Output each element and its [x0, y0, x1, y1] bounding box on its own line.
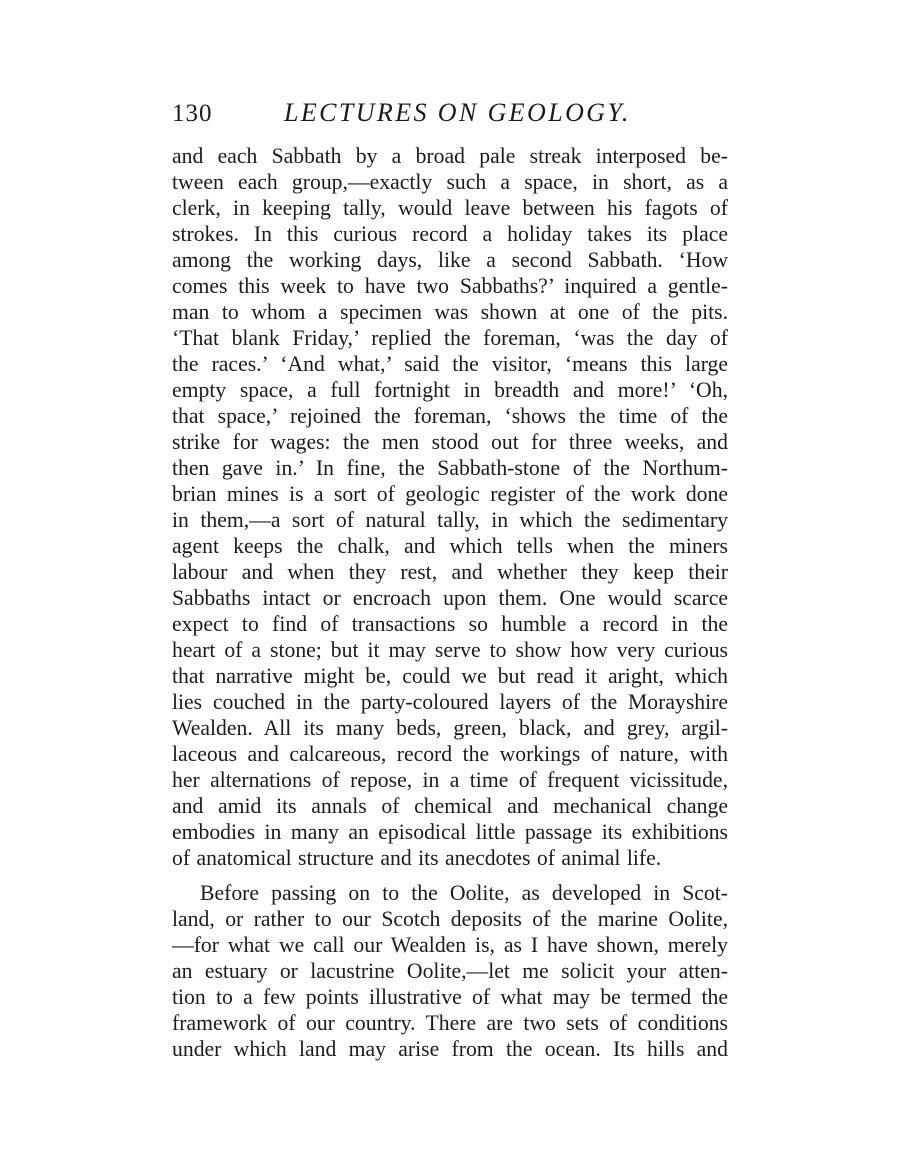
text-line: Sabbaths intact or encroach upon them. One would scarce: [172, 586, 728, 610]
text-line: tween each group,—exactly such a space, in short, as a: [172, 170, 728, 194]
text-line: ‘That blank Friday,’ replied the foreman, ‘was the day of: [172, 326, 728, 350]
text-line: embodies in many an episodical little passage its exhibitions: [172, 820, 728, 844]
text-line: brian mines is a sort of geologic register of the work done: [172, 482, 728, 506]
text-line: labour and when they rest, and whether they keep their: [172, 560, 728, 584]
page-header: [172, 100, 728, 136]
text-line: the races.’ ‘And what,’ said the visitor, ‘means this large: [172, 352, 728, 376]
page-number: 130: [172, 100, 213, 127]
text-line: strike for wages: the men stood out for three weeks, and: [172, 430, 728, 454]
text-line: man to whom a specimen was shown at one of the pits.: [172, 300, 728, 324]
text-line: land, or rather to our Scotch deposits of the marine Oolite,: [172, 907, 728, 931]
text-line: of anatomical structure and its anecdotes of animal life.: [172, 846, 662, 870]
text-line: heart of a stone; but it may serve to show how very curious: [172, 638, 728, 662]
text-line: her alternations of repose, in a time of frequent vicissitude,: [172, 768, 728, 792]
text-line: lies couched in the party-coloured layers of the Morayshire: [172, 690, 728, 714]
text-line: comes this week to have two Sabbaths?’ inquired a gentle-: [172, 274, 728, 298]
running-title: LECTURES ON GEOLOGY.: [284, 98, 631, 127]
text-line: strokes. In this curious record a holiday takes its place: [172, 222, 728, 246]
text-line: and each Sabbath by a broad pale streak interposed be-: [172, 144, 728, 168]
text-line: tion to a few points illustrative of what may be termed the: [172, 985, 728, 1009]
text-line: Before passing on to the Oolite, as developed in Scot-: [200, 881, 728, 905]
text-line: expect to find of transactions so humble a record in the: [172, 612, 728, 636]
text-line: empty space, a full fortnight in breadth and more!’ ‘Oh,: [172, 378, 728, 402]
text-line: laceous and calcareous, record the workings of nature, with: [172, 742, 728, 766]
text-line: an estuary or lacustrine Oolite,—let me solicit your atten-: [172, 959, 728, 983]
body-text: [172, 143, 728, 1062]
text-line: Wealden. All its many beds, green, black, and grey, argil-: [172, 716, 728, 740]
text-line: among the working days, like a second Sabbath. ‘How: [172, 248, 728, 272]
text-line: in them,—a sort of natural tally, in which the sedimentary: [172, 508, 728, 532]
text-line: under which land may arise from the ocean. Its hills and: [172, 1037, 728, 1061]
text-line: that narrative might be, could we but read it aright, which: [172, 664, 728, 688]
text-line: agent keeps the chalk, and which tells when the miners: [172, 534, 728, 558]
text-line: framework of our country. There are two sets of conditions: [172, 1011, 728, 1035]
paragraph-1: [172, 143, 728, 871]
text-line: and amid its annals of chemical and mechanical change: [172, 794, 728, 818]
text-line: that space,’ rejoined the foreman, ‘shows the time of the: [172, 404, 728, 428]
text-line: clerk, in keeping tally, would leave between his fagots of: [172, 196, 728, 220]
text-line: then gave in.’ In fine, the Sabbath-stone of the Northum-: [172, 456, 728, 480]
paragraph-2: [172, 880, 728, 1062]
text-line: —for what we call our Wealden is, as I have shown, merely: [172, 933, 728, 957]
